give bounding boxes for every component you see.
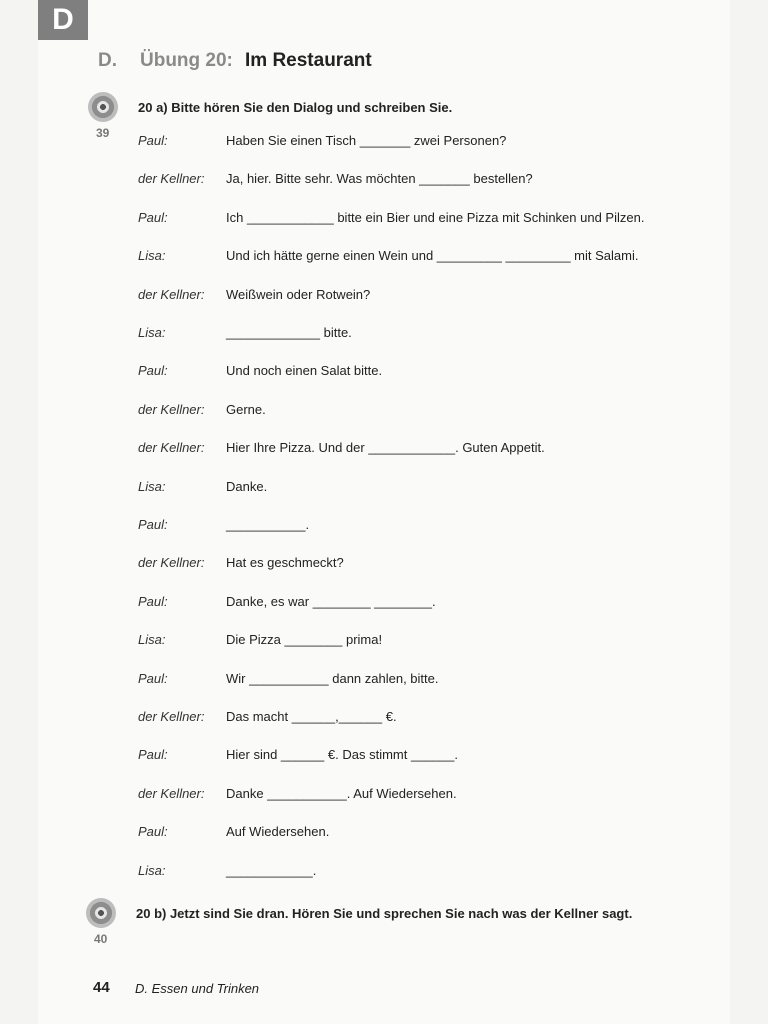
- dialog-line: Danke ___________. Auf Wiedersehen.: [226, 786, 457, 801]
- dialog-speaker: der Kellner:: [138, 709, 205, 724]
- dialog-line: Haben Sie einen Tisch _______ zwei Personen?: [226, 133, 507, 148]
- dialog-line: Auf Wiedersehen.: [226, 824, 330, 839]
- dialog-line: Ich ____________ bitte ein Bier und eine Pizza mit Schinken und Pilzen.: [226, 210, 645, 225]
- dialog-line: ___________.: [226, 517, 310, 532]
- dialog-speaker: Paul:: [138, 210, 168, 225]
- dialog-line: Das macht ______,______ €.: [226, 709, 397, 724]
- dialog-speaker: der Kellner:: [138, 555, 205, 570]
- section-tab: D: [38, 0, 88, 40]
- cd-track-number: 40: [94, 932, 108, 946]
- page-title: Im Restaurant: [245, 50, 372, 71]
- instruction-a: 20 a) Bitte hören Sie den Dialog und schreiben Sie.: [138, 100, 453, 115]
- section-letter: D.: [98, 50, 117, 71]
- dialog-line: Ja, hier. Bitte sehr. Was möchten _______ bestellen?: [226, 171, 533, 186]
- dialog-line: ____________.: [226, 863, 317, 878]
- dialog-line: Danke.: [226, 479, 268, 494]
- cd-track-number: 39: [96, 126, 110, 140]
- dialog-speaker: Paul:: [138, 824, 168, 839]
- dialog-speaker: Lisa:: [138, 863, 166, 878]
- dialog-speaker: der Kellner:: [138, 440, 205, 455]
- cd-icon: [88, 92, 118, 122]
- dialog-line: Die Pizza ________ prima!: [226, 632, 383, 647]
- dialog-line: Weißwein oder Rotwein?: [226, 287, 371, 302]
- dialog-line: Und noch einen Salat bitte.: [226, 363, 383, 378]
- dialog-speaker: Paul:: [138, 517, 168, 532]
- cd-icon: [86, 898, 116, 928]
- dialog-speaker: Paul:: [138, 133, 168, 148]
- dialog-line: Hier sind ______ €. Das stimmt ______.: [226, 747, 458, 762]
- exercise-label: Übung 20:: [140, 50, 233, 71]
- dialog-speaker: der Kellner:: [138, 287, 205, 302]
- dialog-speaker: Lisa:: [138, 479, 166, 494]
- dialog-line: _____________ bitte.: [226, 325, 352, 340]
- instruction-b: 20 b) Jetzt sind Sie dran. Hören Sie und sprechen Sie nach was der Kellner sagt.: [136, 906, 633, 921]
- dialog-line: Gerne.: [226, 402, 266, 417]
- dialog-speaker: Paul:: [138, 671, 168, 686]
- dialog-line: Hat es geschmeckt?: [226, 555, 344, 570]
- dialog-speaker: der Kellner:: [138, 786, 205, 801]
- dialog-speaker: der Kellner:: [138, 171, 205, 186]
- dialog-speaker: Lisa:: [138, 632, 166, 647]
- page-number: 44: [93, 979, 110, 996]
- dialog-speaker: Lisa:: [138, 248, 166, 263]
- footer-section: D. Essen und Trinken: [135, 981, 260, 996]
- dialog-speaker: Paul:: [138, 747, 168, 762]
- dialog-line: Hier Ihre Pizza. Und der ____________. Guten Appetit.: [226, 440, 545, 455]
- dialog-line: Wir ___________ dann zahlen, bitte.: [226, 671, 439, 686]
- dialog-line: Und ich hätte gerne einen Wein und _________ _________ mit Salami.: [226, 248, 639, 263]
- dialog-speaker: der Kellner:: [138, 402, 205, 417]
- dialog-line: Danke, es war ________ ________.: [226, 594, 436, 609]
- dialog-speaker: Paul:: [138, 594, 168, 609]
- dialog-speaker: Paul:: [138, 363, 168, 378]
- dialog-speaker: Lisa:: [138, 325, 166, 340]
